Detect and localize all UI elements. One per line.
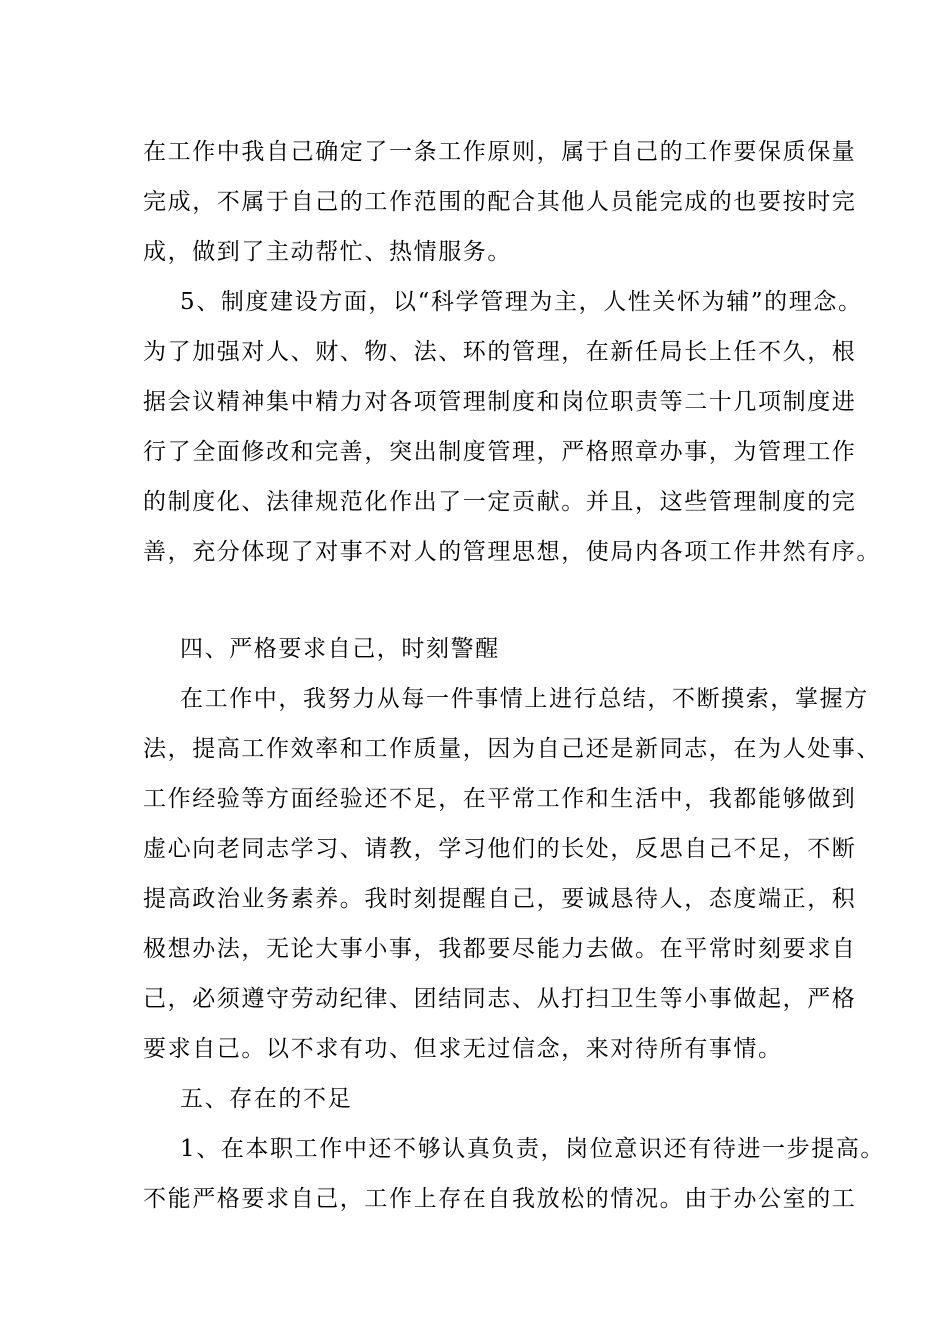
text-line: 为了加强对人、财、物、法、环的管理，在新任局长上任不久，根 [143, 339, 857, 365]
text-line: 己，必须遵守劳动纪律、团结同志、从打扫卫生等小事做起，严格 [143, 986, 857, 1012]
text-line: 不能严格要求自己，工作上存在自我放松的情况。由于办公室的工 [143, 1186, 857, 1212]
section-heading: 五、存在的不足 [180, 1086, 353, 1112]
text-line: 的制度化、法律规范化作出了一定贡献。并且，这些管理制度的完 [143, 489, 857, 515]
text-line: 1、在本职工作中还不够认真负责，岗位意识还有待进一步提高。 [180, 1136, 886, 1162]
text-line: 要求自己。以不求有功、但求无过信念，来对待所有事情。 [143, 1036, 783, 1062]
text-line: 提高政治业务素养。我时刻提醒自己，要诚恳待人，态度端正，积 [143, 886, 857, 912]
text-line: 善，充分体现了对事不对人的管理思想，使局内各项工作井然有序。 [143, 539, 881, 565]
text-line: 据会议精神集中精力对各项管理制度和岗位职责等二十几项制度进 [143, 389, 857, 415]
text-line: 在工作中我自己确定了一条工作原则，属于自己的工作要保质保量 [143, 139, 857, 165]
text-line: 完成，不属于自己的工作范围的配合其他人员能完成的也要按时完 [143, 189, 857, 215]
section-heading: 四、严格要求自己，时刻警醒 [180, 636, 500, 662]
text-line: 5、制度建设方面，以“科学管理为主，人性关怀为辅”的理念。 [180, 289, 863, 315]
text-line: 工作经验等方面经验还不足，在平常工作和生活中，我都能够做到 [143, 786, 857, 812]
text-line: 法，提高工作效率和工作质量，因为自己还是新同志，在为人处事、 [143, 736, 881, 762]
text-line: 在工作中，我努力从每一件事情上进行总结，不断摸索，掌握方 [180, 686, 869, 712]
text-line: 极想办法，无论大事小事，我都要尽能力去做。在平常时刻要求自 [143, 936, 857, 962]
text-line: 虚心向老同志学习、请教，学习他们的长处，反思自己不足，不断 [143, 836, 857, 862]
text-line: 行了全面修改和完善，突出制度管理，严格照章办事，为管理工作 [143, 439, 857, 465]
text-line: 成，做到了主动帮忙、热情服务。 [143, 239, 512, 265]
